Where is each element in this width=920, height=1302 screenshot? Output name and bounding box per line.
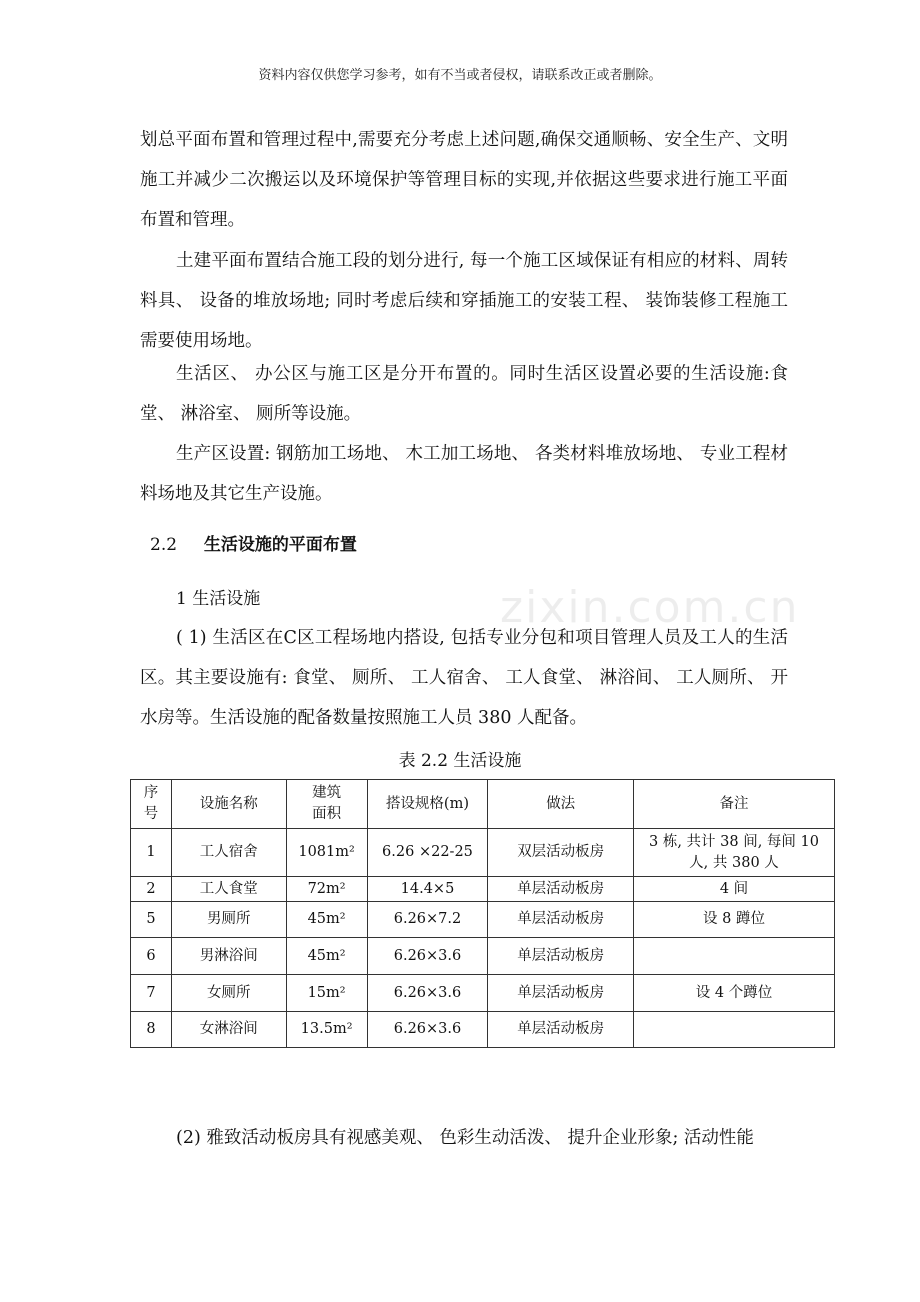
table-row	[131, 902, 835, 938]
page-header-notice: 资料内容仅供您学习参考，如有不当或者侵权，请联系改正或者删除。	[258, 68, 662, 83]
cell-area: 15m²	[286, 975, 367, 1012]
cell-spec: 6.26×7.2	[367, 902, 488, 938]
cell-spec: 6.26×3.6	[367, 938, 488, 975]
cell-area: 1081m²	[286, 829, 367, 877]
header-method: 做法	[488, 780, 634, 829]
cell-name: 工人食堂	[171, 877, 286, 902]
header-area: 建筑面积	[286, 780, 367, 829]
cell-method: 双层活动板房	[488, 829, 634, 877]
header-remark: 备注	[633, 780, 834, 829]
item-2-paragraph: (2) 雅致活动板房具有视感美观、 色彩生动活泼、 提升企业形象; 活动性能	[176, 1128, 754, 1148]
cell-method: 单层活动板房	[488, 877, 634, 902]
section-heading	[150, 530, 357, 555]
table-caption: 表 2.2 生活设施	[398, 751, 522, 771]
cell-method: 单层活动板房	[488, 975, 634, 1012]
cell-area: 13.5m²	[286, 1012, 367, 1048]
cell-remark: 4 间	[633, 877, 834, 902]
table-row	[131, 877, 835, 902]
cell-spec: 6.26 ×22-25	[367, 829, 488, 877]
cell-seq: 7	[131, 975, 172, 1012]
item-1-paragraph: ( 1) 生活区在C区工程场地内搭设, 包括专业分包和项目管理人员及工人的生活区。其主要设施有: 食堂、 厕所、 工人宿舍、 工人食堂、 淋浴间、 工人厕所、 开水房等。生活设施的配备数量按照施工人员 380 人配备。	[140, 628, 788, 728]
header-name: 设施名称	[171, 780, 286, 829]
cell-seq: 2	[131, 877, 172, 902]
cell-area: 45m²	[286, 938, 367, 975]
cell-name: 男淋浴间	[171, 938, 286, 975]
cell-name: 工人宿舍	[171, 829, 286, 877]
cell-name: 女淋浴间	[171, 1012, 286, 1048]
cell-spec: 14.4×5	[367, 877, 488, 902]
cell-seq: 1	[131, 829, 172, 877]
cell-spec: 6.26×3.6	[367, 975, 488, 1012]
cell-method: 单层活动板房	[488, 1012, 634, 1048]
cell-name: 女厕所	[171, 975, 286, 1012]
table-row	[131, 938, 835, 975]
paragraph-1: 划总平面布置和管理过程中,需要充分考虑上述问题,确保交通顺畅、安全生产、文明施工并减少二次搬运以及环境保护等管理目标的实现,并依据这些要求进行施工平面布置和管理。	[140, 130, 788, 230]
cell-seq: 8	[131, 1012, 172, 1048]
cell-area: 45m²	[286, 902, 367, 938]
cell-remark	[633, 938, 834, 975]
subsection-title: 1 生活设施	[176, 589, 261, 609]
cell-seq: 5	[131, 902, 172, 938]
paragraph-3: 生活区、 办公区与施工区是分开布置的。同时生活区设置必要的生活设施:食堂、 淋浴室、 厕所等设施。	[140, 364, 788, 424]
section-number: 2.2	[150, 535, 178, 555]
cell-method: 单层活动板房	[488, 938, 634, 975]
paragraph-4: 生产区设置: 钢筋加工场地、 木工加工场地、 各类材料堆放场地、 专业工程材料场地及其它生产设施。	[140, 444, 788, 504]
cell-spec: 6.26×3.6	[367, 1012, 488, 1048]
watermark: zixin.com.cn	[500, 582, 800, 633]
cell-name: 男厕所	[171, 902, 286, 938]
table-row	[131, 975, 835, 1012]
section-title: 生活设施的平面布置	[203, 535, 357, 555]
header-spec: 搭设规格(m)	[367, 780, 488, 829]
table-header-row	[131, 780, 835, 829]
cell-remark: 设 8 蹲位	[633, 902, 834, 938]
table-row	[131, 829, 835, 877]
cell-remark: 设 4 个蹲位	[633, 975, 834, 1012]
cell-method: 单层活动板房	[488, 902, 634, 938]
cell-seq: 6	[131, 938, 172, 975]
cell-remark	[633, 1012, 834, 1048]
paragraph-2: 土建平面布置结合施工段的划分进行, 每一个施工区域保证有相应的材料、周转料具、 设备的堆放场地; 同时考虑后续和穿插施工的安装工程、 装饰装修工程施工需要使用场地。	[140, 251, 788, 351]
facilities-table	[130, 779, 835, 1048]
cell-remark: 3 栋, 共计 38 间, 每间 10 人, 共 380 人	[633, 829, 834, 877]
table-row	[131, 1012, 835, 1048]
cell-area: 72m²	[286, 877, 367, 902]
header-seq: 序号	[131, 780, 172, 829]
